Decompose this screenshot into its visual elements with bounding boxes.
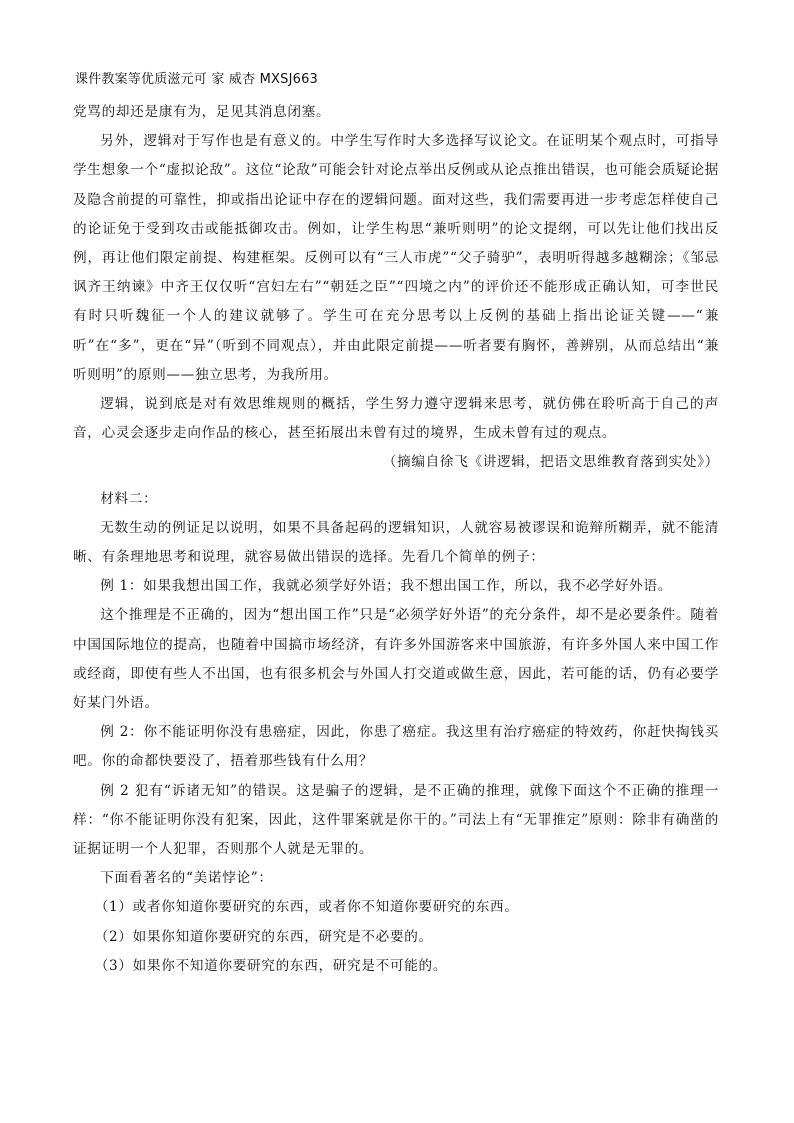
paragraph-logic-writing: 另外，逻辑对于写作也是有意义的。中学生写作时大多选择写议论文。在证明某个观点时，可指导学生想象一个“虚拟论敌”。这位“论敌”可能会针对论点举出反例或从论点推出错误，也可能会质疑论据及隐含前提的可靠性，抑或指出论证中存在的逻辑问题。面对这些，我们需要再进一步考虑怎样使自己的论证免于受到攻击或能抵御攻击。例如，让学生构思“兼听则明”的论文提纲，可以先让他们找出反例，再让他们限定前提、构建框架。反例可以有“三人市虎”“父子骑驴”，表明听得越多越糊涂；《邹忌讽齐王纳谏》中齐王仅仅听“宫妇左右”“朝廷之臣”“四境之内”的评价还不能形成正确认知，可李世民有时只听魏征一个人的建议就够了。学生可在充分思考以上反例的基础上指出论证关键——“兼听”在“多”，更在“异”（听到不同观点），并由此限定前提——听者要有胸怀，善辨别，从而总结出“兼听则明”的原则——独立思考，为我所用。 bbox=[73, 133, 719, 383]
material-two-heading: 材料二： bbox=[100, 490, 158, 507]
example-one: 例 1：如果我想出国工作，我就必须学好外语；我不想出国工作，所以，我不必学好外语。 bbox=[100, 578, 673, 595]
source-citation: （摘编自徐飞《讲逻辑，把语文思维教育落到实处》） bbox=[382, 454, 719, 471]
paragraph-material-two-intro: 无数生动的例证足以说明，如果不具备起码的逻辑知识，人就容易被谬误和诡辩所糊弄，就不能清晰、有条理地思考和说理，就容易做出错误的选择。先看几个简单的例子： bbox=[73, 519, 719, 566]
meno-paradox-item: （2）如果你知道你要研究的东西，研究是不必要的。 bbox=[94, 928, 433, 945]
example-two: 例 2：你不能证明你没有患癌症，因此，你患了癌症。我这里有治疗癌症的特效药，你赶快掏钱买吧。你的命都快要没了，捂着那些钱有什么用？ bbox=[73, 724, 719, 770]
paragraph-example-one-analysis: 这个推理是不正确的，因为“想出国工作”只是“必须学好外语”的充分条件，却不是必要条件。随着中国国际地位的提高，也随着中国搞市场经济，有许多外国游客来中国旅游，有许多外国人来中国工作或经商，即使有些人不出国，也有很多机会与外国人打交道或做生意，因此，若可能的话，仍有必要学好某门外语。 bbox=[73, 607, 719, 712]
page-header-watermark: 课件教案等优质滋元可 家 威杏 MXSJ663 bbox=[75, 72, 319, 87]
meno-paradox-item: （1）或者你知道你要研究的东西，或者你不知道你要研究的东西。 bbox=[94, 899, 519, 916]
meno-paradox-item: （3）如果你不知道你要研究的东西，研究是不可能的。 bbox=[94, 957, 448, 974]
paragraph-example-two-analysis: 例 2 犯有“诉诸无知”的错误。这是骗子的逻辑，是不正确的推理，就像下面这个不正确的推理一样：“你不能证明你没有犯案，因此，这件罪案就是你干的。”司法上有“无罪推定”原则：除非有确凿的证据证明一个人犯罪，否则那个人就是无罪的。 bbox=[73, 782, 719, 858]
paragraph-continuation: 党骂的却还是康有为，足见其消息闭塞。 bbox=[73, 104, 331, 120]
meno-paradox-heading: 下面看著名的“美诺悖论”： bbox=[100, 870, 273, 887]
document-body bbox=[73, 98, 719, 981]
paragraph-logic-summary: 逻辑，说到底是对有效思维规则的概括，学生努力遵守逻辑来思考，就仿佛在聆听高于自己的声音，心灵会逐步走向作品的核心，甚至拓展出未曾有过的境界，生成未曾有过的观点。 bbox=[73, 396, 719, 442]
